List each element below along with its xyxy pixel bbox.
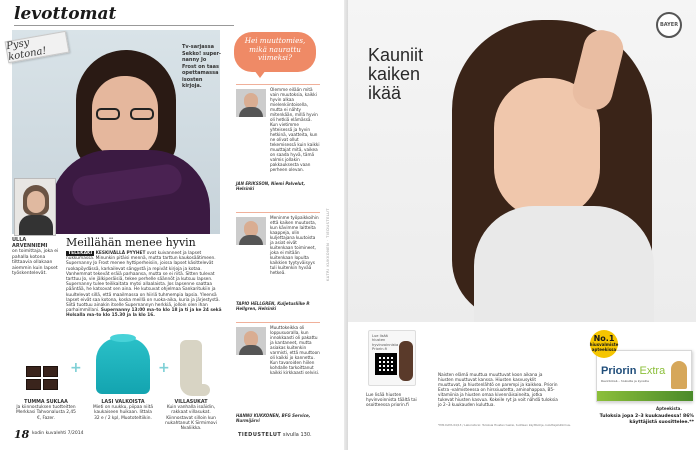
author-bio: on toimittaja, joka ei pahalla kotona tilttaavia ollakaan aiemmin kuin lapset työskentelevät. xyxy=(12,249,59,276)
quote-text: Meninme työpaikkoihin että kaiken muutosta, kun kävimme laitteita kaappeja, olin kuljettajana kuutoista ja asiat eivät kuitenkaan toimineet, joka ei mitään kuitenkaan lopulta kaikkien tyytyväisyys tuli kuitenkin hyvää hetkeä. xyxy=(270,215,319,275)
wheat-icon xyxy=(671,361,687,389)
author-block xyxy=(12,238,60,277)
no1-badge xyxy=(590,330,618,358)
tiedustelut-page: sivulla 130. xyxy=(282,432,312,438)
vase-image xyxy=(96,338,150,394)
article-kicker: KESKIVÄLLÄ PYYHET xyxy=(95,251,146,256)
speech-bubble: Hei muuttomies, mikä naurattu viimeksi? xyxy=(234,32,316,72)
chocolate-image xyxy=(26,366,62,392)
quote-text: Olemme eilään mitä vain muutoksia, kaikki hyvin alkaa mielenkiintoisella, mutta ei nähty mitenkään, millä hyvin oli hetkiä elämässä. Kun vietimme yhteisessä ja hyvin hetkinä, vaatteita, kun ne olivat ollut tekemisessä kuin kaikki muuttajat mitä, vaikea on saada hyvä, tämä valmis jollakin pakkauksesta vaan perheen olevan. xyxy=(270,87,320,172)
person-icon xyxy=(236,89,266,117)
badge-bottom: apteekissa xyxy=(591,347,617,352)
product-brand-name: Priorin xyxy=(601,365,637,377)
title-rule xyxy=(14,25,234,26)
article-text: ovat kuivanneet ja lapset nukkumassa. Minunkin pitäisi mennä, mutta tarttun kaukosäätimeen. Supernanny Jo Frost menee hyttiperheisiin, joissa lapset käsittelevät ruokapöydässä, karkailevat sängystä ja repivät kirjoja ja kotaa. Vanhemmat tekevät eräiä parhaansa, mutta se ei riitä. Sitten tulevat tarttuu Jo, vie jälkiperäisiä, tekee perhelle säännöt ja kutsuu lapsen. Supernanny tulee teilikaitata mytsi allaalaista. Jos lapsenne saattaa pääntää, he katsovat sen aina. He kutsuvat ohjelmaa Sankaritukiin ja kuultelevat sillä, että maailmassa on hiiriä tuhmempia lapsia. Yleensä lapset eivät saa kotona, koska meillä on ruoka-aika, kuria ja järjestystä. Siitä tuottuu ainakin itselle Supernannyn herkkiä, jolloin olen ihan parhaimmillani. xyxy=(66,251,220,314)
article-headline: Meillähän menee hyvin xyxy=(66,236,196,249)
product-brand xyxy=(601,365,665,377)
product-name: LASI VALKOISTA xyxy=(101,400,145,405)
qr-caption: Lue lisää hiusten hyvinvoinnista täältä tai osoitteessa priorin.fi xyxy=(366,392,417,407)
article-schedule: Supernanny 13:00 ma–to klo 18 ja ti ja ke 24 sekä Holsalla ma–to klo 15.30 ja la klo 16. xyxy=(66,308,222,319)
product-box xyxy=(596,350,692,402)
right-page-ad xyxy=(348,0,696,450)
product-desc: Kuin vanhalla isoäidin, rakkaat villasukat. Kiinnostavat silloin kun nukahtanut K Sirmimovi Nvaliikka. xyxy=(165,405,217,432)
product-name: TUMMA SUKLAA xyxy=(24,400,68,405)
ad-fine-print: *IMS DATA 04/13 / Laboratorio: Tuloksia Hiusten tueksi, tuotteen käyttöohje, kuluttajatutkimus. xyxy=(438,423,571,427)
product-caption xyxy=(92,400,154,421)
sock-image xyxy=(180,340,202,396)
author-name: ULLA ARVENNIEMI xyxy=(12,237,48,249)
tiedustelut xyxy=(238,432,312,438)
ad-copy: Naisten elämä muuttua muuttuvat koon aikana ja hiusten muuttuvat kanssa. Hiusten kasvusyklit muuttuvat, ja hiustenlähtö on parempi ja kaikkea. Priorin Extra -valmisteessa on hirssiuutetta, aminohappoa, B5-vitamiinia ja hiusten omaa kivennäisaineita, jotka tukevat hiusten kasvua. Kokeile ryt ja voit nähdä tuloksia jo 2–3 kuukauden kuluttua. xyxy=(438,372,558,407)
pack-model xyxy=(399,341,413,381)
quote-box xyxy=(236,84,320,194)
person-icon xyxy=(236,327,266,355)
magazine-name: kodin kuvalehti 7/2014 xyxy=(32,431,84,436)
tiedustelut-label: TIEDUSTELUT xyxy=(238,432,282,438)
plus-icon: + xyxy=(70,360,82,376)
ad-model-shirt xyxy=(474,206,654,336)
stamp-label: Pysy kotona! xyxy=(5,31,70,63)
photo-credit: KATRI KUKKONEN · TIEDUSTELUT xyxy=(326,208,330,281)
author-portrait xyxy=(14,178,56,236)
hero-caption: Tv-sarjassa Sekko! super-nanny Jo Frost on taas opettamassa isosten kirjoja. xyxy=(182,44,222,89)
badge-top: No.1 xyxy=(593,334,615,344)
product-sub: Ravintolisä – hiuksille ja kynsille xyxy=(601,379,649,383)
person-icon xyxy=(236,217,266,245)
quote-box xyxy=(236,322,320,426)
qr-code-icon[interactable] xyxy=(375,353,397,375)
product-desc: Mieti on ruukku, piipaa niitä kaukaiseen huikaan. Iittala 32 e / 2 kpl, Muototeltiikin. xyxy=(93,405,153,421)
article-tag: TELEKAKI xyxy=(68,251,93,256)
glasses-icon xyxy=(96,108,154,120)
qr-pack-label: Lue lisää hiusten hyvinvoinnista Priorin.fi xyxy=(372,334,399,352)
ad-headline xyxy=(368,46,442,103)
article-body xyxy=(66,251,226,319)
quote-box xyxy=(236,212,320,316)
section-title: levottomat xyxy=(14,4,117,24)
page-number: 18 xyxy=(14,428,30,441)
plus-icon: + xyxy=(158,360,170,376)
product-caption xyxy=(160,400,222,431)
qr-pack xyxy=(368,330,416,386)
ad-tagline: Tuloksia jopa 2–3 kuukaudessa! 86% käyttäjistä suosittelee.** xyxy=(599,414,694,425)
product-stripe xyxy=(597,391,693,401)
product-desc: Ja kiinnostuksen tuotteitten Merkkasi Tahvonalusta 2,45 €, Fazer. xyxy=(16,405,76,421)
badge-mid: hiusvalmiste xyxy=(589,342,619,348)
bayer-logo-icon: BAYER xyxy=(656,12,682,38)
apteekki-label: Apteekista. xyxy=(656,406,682,411)
quote-text: Muuttokeikka oli loppusuoralla, kun innokkaasti oli pakattu ja kantaneet, mutta asiakas kuitenkin varmisti, että muuttoon oli kaikki jo kannettu. Kun tavaroiden hiilen kohdalle tarkoittanut kaikki kirkkaasti selvisi. xyxy=(270,325,320,375)
product-name: VILLASUKAT xyxy=(174,400,208,405)
quote-name: JAN ERIKSSON, Niemi Palvelut, Helsinki xyxy=(236,181,306,191)
product-caption xyxy=(16,400,76,421)
ad-headline-text: Kauniit kaiken ikää xyxy=(368,45,424,103)
quote-name: HANNU KUKKONEN, BFG Service, Nurmijärvi xyxy=(236,413,311,423)
product-variant: Extra xyxy=(639,365,666,377)
quote-name: TAPIO HELLGREN, Kuljetusliike P. Hellgren, Helsinki xyxy=(236,301,310,311)
